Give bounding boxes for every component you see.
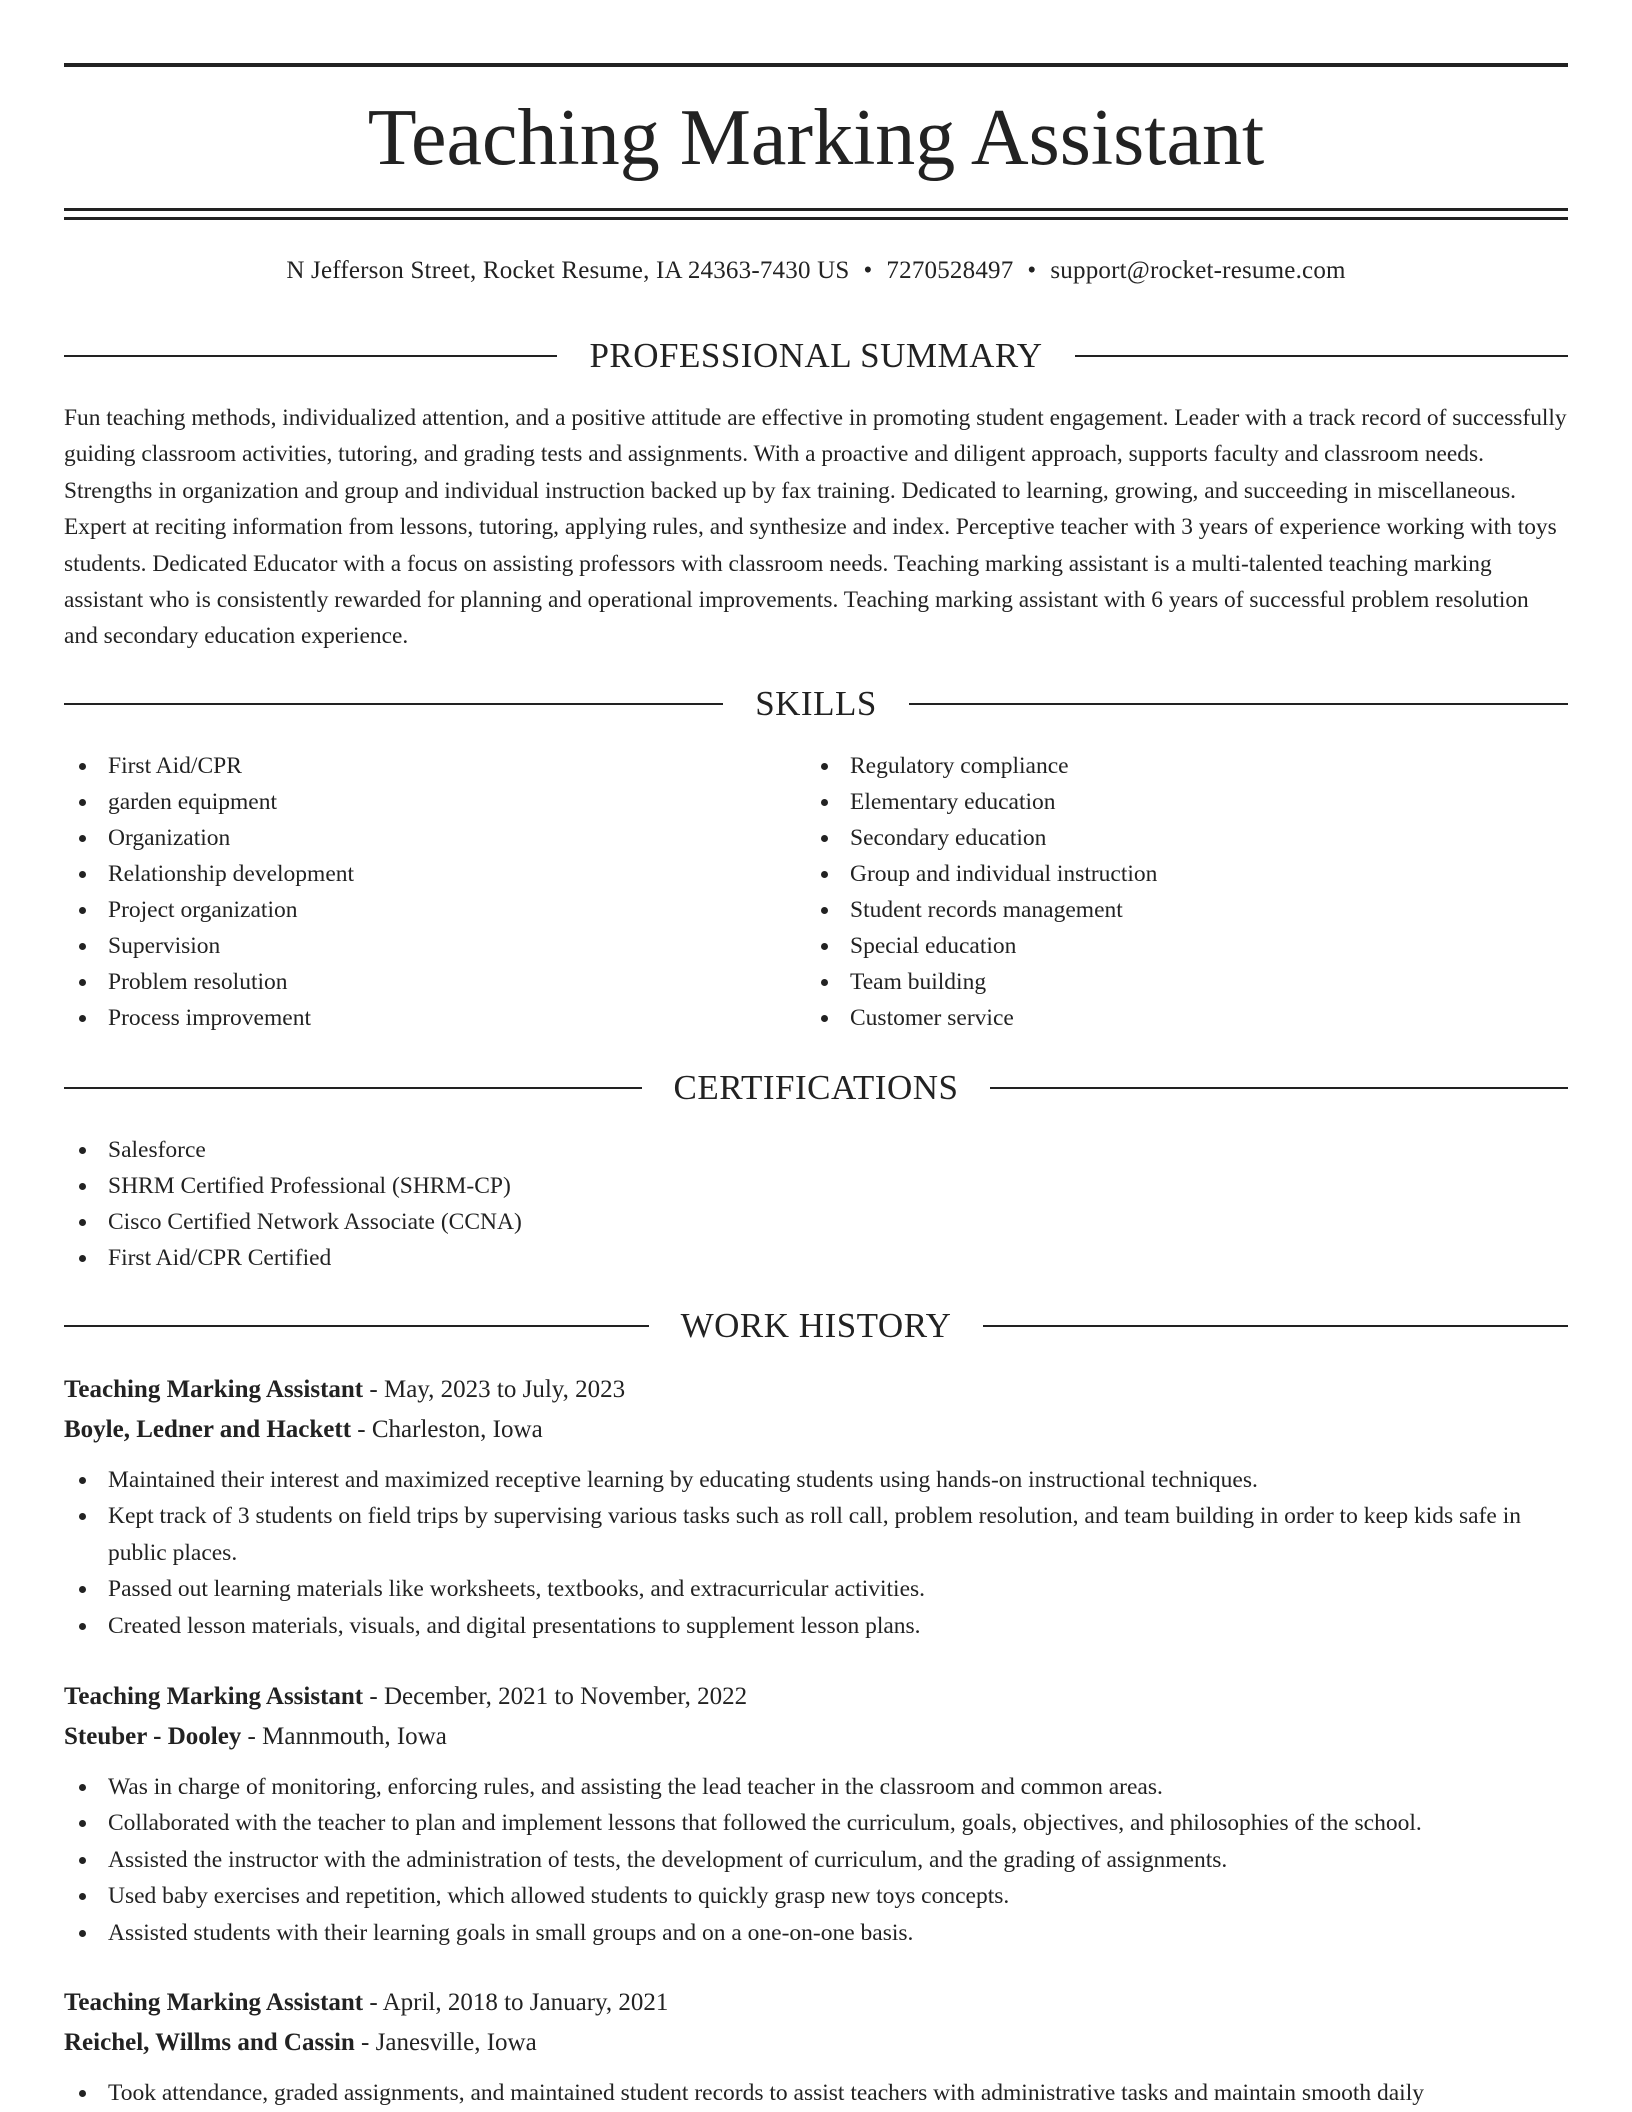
contact-email: support@rocket-resume.com [1050, 257, 1346, 284]
list-item: Relationship development [64, 856, 744, 892]
job-company-line [64, 1719, 1568, 1755]
skills-list-left [64, 748, 744, 1036]
list-item: Collaborated with the teacher to plan and implement lessons that followed the curriculum, goals, objectives, and philosophies of the school. [64, 1805, 1568, 1841]
heading-rule [64, 1087, 642, 1089]
heading-rule [909, 703, 1568, 705]
job-company-line [64, 2025, 1568, 2061]
job-company: Reichel, Willms and Cassin [64, 2029, 355, 2056]
job-bullets [64, 2075, 1568, 2111]
job-company: Steuber - Dooley [64, 1723, 242, 1750]
job-title: Teaching Marking Assistant [64, 1989, 364, 2016]
list-item: Used baby exercises and repetition, which allowed students to quickly grasp new toys concepts. [64, 1878, 1568, 1914]
job-entry [64, 1372, 1568, 1644]
job-location: - Mannmouth, Iowa [247, 1723, 447, 1750]
job-title: Teaching Marking Assistant [64, 1683, 364, 1710]
list-item: Created lesson materials, visuals, and digital presentations to supplement lesson plans. [64, 1608, 1568, 1644]
section-heading-certifications [64, 1068, 1568, 1108]
list-item: Process improvement [64, 1000, 744, 1036]
contact-line [64, 255, 1568, 287]
certifications-list [64, 1132, 1064, 1276]
list-item: Elementary education [806, 784, 1506, 820]
top-rule [64, 63, 1568, 67]
page-title: Teaching Marking Assistant [367, 94, 1265, 182]
list-item: Salesforce [64, 1132, 1064, 1168]
heading-rule [64, 1325, 649, 1327]
list-item: Assisted the instructor with the administration of tests, the development of curriculum, and the grading of assignments. [64, 1842, 1568, 1878]
summary-text: Fun teaching methods, individualized attention, and a positive attitude are effective in promoting student engagement. Leader with a track record of successfully guiding classroom activities, tutoring, and grading tests and assignments. With a proactive and diligent approach, supports faculty and classroom needs. Strengths in organization and group and individual instruction backed up by fax training. Dedicated to learning, growing, and succeeding in miscellaneous. Expert at reciting information from lessons, tutoring, applying rules, and synthesize and index. Perceptive teacher with 3 years of experience working with toys students. Dedicated Educator with a focus on assisting professors with classroom needs. Teaching marking assistant is a multi-talented teaching marking assistant who is consistently rewarded for planning and operational improvements. Teaching marking assistant with 6 years of successful problem resolution and secondary education experience. [64, 405, 1567, 650]
skills-list-right [806, 748, 1506, 1036]
job-title-line [64, 1372, 1568, 1408]
heading-rule [64, 703, 723, 705]
job-location: - Charleston, Iowa [357, 1416, 543, 1443]
job-entry [64, 1985, 1568, 2111]
list-item: Assisted students with their learning goals in small groups and on a one-on-one basis. [64, 1915, 1568, 1951]
list-item: Team building [806, 964, 1506, 1000]
contact-phone: 7270528497 [886, 257, 1014, 284]
heading-rule [983, 1325, 1568, 1327]
section-heading-skills [64, 684, 1568, 724]
list-item: SHRM Certified Professional (SHRM-CP) [64, 1168, 1064, 1204]
list-item: Took attendance, graded assignments, and maintained student records to assist teachers with administrative tasks and maintain smooth daily [64, 2075, 1568, 2111]
section-heading-summary [64, 336, 1568, 376]
list-item: Project organization [64, 892, 744, 928]
list-item: Group and individual instruction [806, 856, 1506, 892]
list-item: First Aid/CPR [64, 748, 744, 784]
job-dates: - April, 2018 to January, 2021 [369, 1989, 669, 2016]
job-title-line [64, 1679, 1568, 1715]
job-title-line [64, 1985, 1568, 2021]
title-double-rule [64, 208, 1568, 220]
contact-separator: • [1027, 257, 1037, 284]
job-bullets [64, 1769, 1568, 1951]
job-company-line [64, 1412, 1568, 1448]
list-item: Was in charge of monitoring, enforcing rules, and assisting the lead teacher in the classroom and common areas. [64, 1769, 1568, 1805]
list-item: Special education [806, 928, 1506, 964]
list-item: Secondary education [806, 820, 1506, 856]
list-item: Passed out learning materials like worksheets, textbooks, and extracurricular activities. [64, 1571, 1568, 1607]
list-item: First Aid/CPR Certified [64, 1240, 1064, 1276]
list-item: Organization [64, 820, 744, 856]
heading-label: SKILLS [755, 684, 877, 723]
heading-rule [990, 1087, 1568, 1089]
job-bullets [64, 1462, 1568, 1644]
job-entry [64, 1679, 1568, 1951]
list-item: Cisco Certified Network Associate (CCNA) [64, 1204, 1064, 1240]
heading-rule [1075, 355, 1568, 357]
list-item: Supervision [64, 928, 744, 964]
list-item: Maintained their interest and maximized receptive learning by educating students using hands-on instructional techniques. [64, 1462, 1568, 1498]
heading-rule [64, 355, 557, 357]
contact-separator: • [863, 257, 873, 284]
heading-label: CERTIFICATIONS [673, 1068, 959, 1107]
list-item: Student records management [806, 892, 1506, 928]
contact-address: N Jefferson Street, Rocket Resume, IA 24363-7430 US [286, 257, 850, 284]
section-heading-work-history [64, 1306, 1568, 1346]
list-item: Customer service [806, 1000, 1506, 1036]
list-item: garden equipment [64, 784, 744, 820]
list-item: Problem resolution [64, 964, 744, 1000]
job-title: Teaching Marking Assistant [64, 1376, 364, 1403]
list-item: Regulatory compliance [806, 748, 1506, 784]
list-item: Kept track of 3 students on field trips by supervising various tasks such as roll call, problem resolution, and team building in order to keep kids safe in public places. [64, 1498, 1568, 1571]
job-location: - Janesville, Iowa [361, 2029, 537, 2056]
heading-label: PROFESSIONAL SUMMARY [589, 336, 1043, 375]
heading-label: WORK HISTORY [680, 1306, 952, 1345]
job-company: Boyle, Ledner and Hackett [64, 1416, 352, 1443]
job-dates: - May, 2023 to July, 2023 [369, 1376, 626, 1403]
job-dates: - December, 2021 to November, 2022 [369, 1683, 748, 1710]
